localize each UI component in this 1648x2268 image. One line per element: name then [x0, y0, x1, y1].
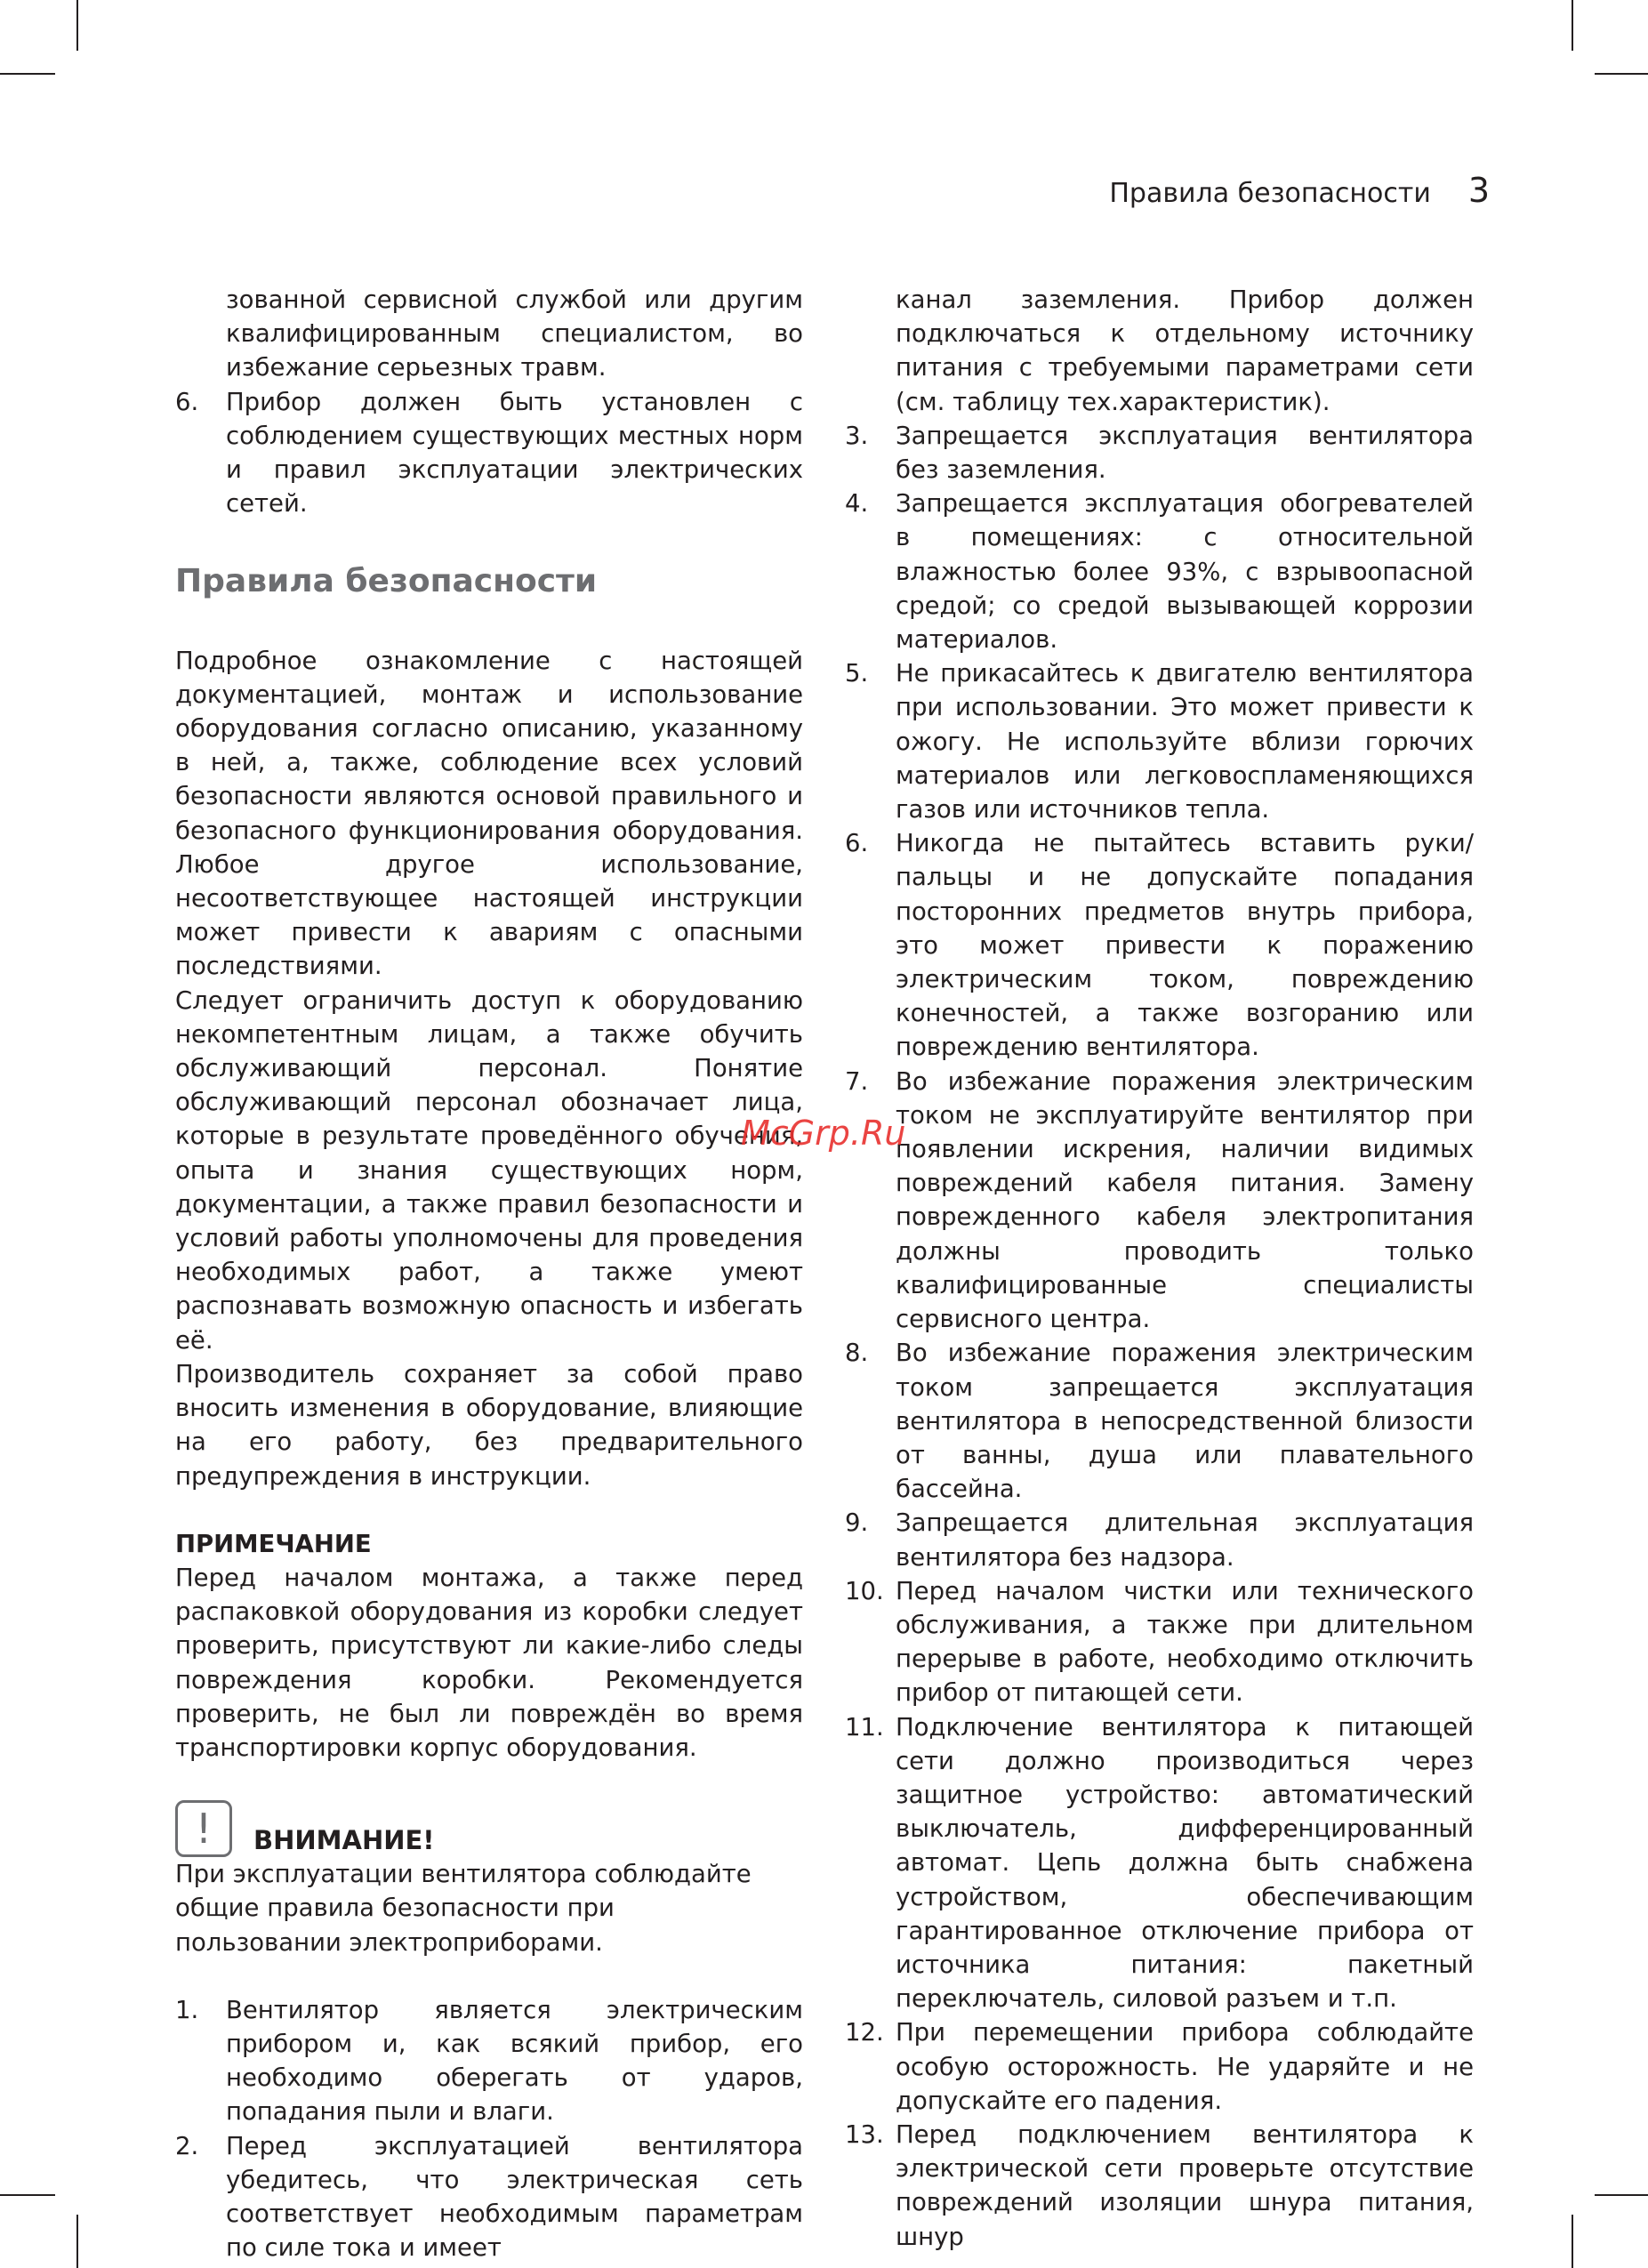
- list-item-text: Перед началом чистки или технического обслуживания, а также при длительном перерыве в работе, необходимо отключить прибор от питающей сети.: [896, 1576, 1474, 1708]
- list-item-text: Не прикасайтесь к двигателю вентилятора при использовании. Это может привести к ожогу. Не используйте вблизи горючих материалов или легковоспламеняющихся газов или источников тепла.: [896, 659, 1474, 824]
- continued-item-text: зованной сервисной службой или другим квалифицированным специалистом, во избежание серьезных травм.: [226, 286, 803, 382]
- crop-mark-bottom-left-v: [76, 2215, 78, 2268]
- list-item-number: 12.: [845, 2018, 884, 2047]
- list-item-text: Подключение вентилятора к питающей сети должно производиться через защитное устройство: автоматический выключатель, дифференцированный автомат. Цепь должна быть снабжена устройством, обеспечивающим гарантированное отключение прибора от источника питания: пакетный переключатель, силовой разъем и т.п.: [896, 1712, 1474, 2014]
- running-title: Правила безопасности: [1109, 178, 1431, 209]
- warning-text: При эксплуатации вентилятора соблюдайте общие правила безопасности при пользовании электроприборами.: [175, 1860, 752, 1957]
- list-item-number: 5.: [845, 659, 869, 688]
- list-item-number: 4.: [845, 489, 869, 519]
- list-item-text: Запрещается длительная эксплуатация вентилятора без надзора.: [896, 1508, 1474, 1572]
- watermark: McGrp.Ru: [741, 1114, 906, 1153]
- list-item: [845, 2118, 1474, 2254]
- list-item-number: 10.: [845, 1576, 884, 1605]
- crop-mark-top-left-h: [0, 73, 55, 75]
- crop-mark-top-right-h: [1595, 73, 1648, 75]
- list-item: [845, 1336, 1474, 1506]
- list-item-number: 1.: [175, 1995, 199, 2024]
- list-item-text: Запрещается эксплуатация вентилятора без заземления.: [896, 421, 1474, 485]
- list-item: [845, 1506, 1474, 1573]
- list-item-number: 6.: [175, 387, 199, 416]
- section-title: Правила безопасности: [175, 563, 598, 600]
- list-item-text: Вентилятор является электрическим прибором и, как всякий прибор, его необходимо оберегать от ударов, попадания пыли и влаги.: [226, 1995, 803, 2127]
- right-column: [845, 283, 1474, 2254]
- list-item-number: 7.: [845, 1066, 869, 1096]
- page-header: [1109, 171, 1490, 210]
- list-item: [175, 1993, 803, 2129]
- crop-mark-top-left-v: [76, 0, 78, 51]
- paragraph: Производитель сохраняет за собой право вносить изменения в оборудование, влияющие на его работу, без предварительного предупреждения в инструкции.: [175, 1359, 803, 1491]
- page-number: 3: [1467, 171, 1490, 210]
- list-item-number: 2.: [175, 2131, 199, 2160]
- paragraph: Подробное ознакомление с настоящей документацией, монтаж и использование оборудования согласно описанию, указанному в ней, а, также, соблюдение всех условий безопасности являются основой правильного и безопасного функционирования оборудования. Любое другое использование, несоответствующее настоящей инструкции может привести к авариям с опасными последствиями.: [175, 646, 803, 981]
- list-item: [845, 1574, 1474, 1710]
- continued-item-text: канал заземления. Прибор должен подключаться к отдельному источнику питания с требуемыми параметрами сети (см. таблицу тех.характеристик).: [896, 286, 1474, 416]
- note-text: Перед началом монтажа, а также перед распаковкой оборудования из коробки следует проверить, присутствуют ли какие-либо следы повреждения коробки. Рекомендуется проверить, не был ли повреждён во время транспортировки корпус оборудования.: [175, 1563, 803, 1762]
- list-item: [845, 1065, 1474, 1337]
- list-item-number: 9.: [845, 1508, 869, 1538]
- paragraph: Следует ограничить доступ к оборудованию некомпетентным лицам, а также обучить обслуживающий персонал. Понятие обслуживающий персонал обозначает лица, которые в результате проведённого обучения, опыта и знания существующих норм, документации, а также правил безопасности и условий работы уполномочены для проведения необходимых работ, а также умеют распознавать возможную опасность и избегать её.: [175, 985, 803, 1355]
- list-item-number: 13.: [845, 2119, 884, 2149]
- list-item-text: Прибор должен быть установлен с соблюдением существующих местных норм и правил эксплуатации электрических сетей.: [226, 387, 803, 519]
- crop-mark-bottom-right-h: [1595, 2194, 1648, 2196]
- list-item-text: Никогда не пытайтесь вставить руки/пальцы и не допускайте попадания посторонних предметов внутрь прибора, это может привести к поражению электрическим током, повреждению конечностей, а также возгоранию или повреждению вентилятора.: [896, 829, 1474, 1062]
- crop-mark-bottom-left-h: [0, 2194, 55, 2196]
- list-item: [845, 2015, 1474, 2118]
- list-item: [845, 1710, 1474, 2016]
- note-title: ПРИМЕЧАНИЕ: [175, 1529, 372, 1558]
- list-item-text: Перед подключением вентилятора к электрической сети проверьте отсутствие повреждений изоляции шнура питания, шнур: [896, 2119, 1474, 2251]
- warning-header: [175, 1800, 803, 1857]
- crop-mark-bottom-right-v: [1572, 2215, 1573, 2268]
- list-item: [845, 656, 1474, 826]
- list-item-number: 3.: [845, 421, 869, 450]
- list-item: [175, 2129, 803, 2265]
- list-item: [175, 385, 803, 521]
- list-item: [845, 487, 1474, 656]
- list-item-text: Во избежание поражения электрическим током запрещается эксплуатация вентилятора в непосредственной близости от ванны, душа или плавательного бассейна.: [896, 1339, 1474, 1504]
- list-item: [845, 826, 1474, 1064]
- list-item: [845, 419, 1474, 487]
- left-column: [175, 283, 803, 2264]
- list-item-text: Во избежание поражения электрическим током не эксплуатируйте вентилятор при появлении искрения, наличии видимых повреждений кабеля питания. Замену поврежденного кабеля электропитания должны проводить только квалифицированные специалисты сервисного центра.: [896, 1066, 1474, 1334]
- list-item-number: 6.: [845, 829, 869, 858]
- list-item-text: При перемещении прибора соблюдайте особую осторожность. Не ударяйте и не допускайте его падения.: [896, 2018, 1474, 2115]
- crop-mark-top-right-v: [1572, 0, 1573, 51]
- list-item-number: 11.: [845, 1712, 884, 1741]
- list-item-text: Запрещается эксплуатация обогревателей в помещениях: с относительной влажностью более 93%, с взрывоопасной средой; со средой вызывающей коррозии материалов.: [896, 489, 1474, 655]
- warning-title: ВНИМАНИЕ!: [253, 1825, 435, 1856]
- list-item-text: Перед эксплуатацией вентилятора убедитесь, что электрическая сеть соответствует необходимым параметрам по силе тока и имеет: [226, 2131, 803, 2263]
- exclamation-icon: !: [175, 1800, 232, 1857]
- list-item-number: 8.: [845, 1339, 869, 1368]
